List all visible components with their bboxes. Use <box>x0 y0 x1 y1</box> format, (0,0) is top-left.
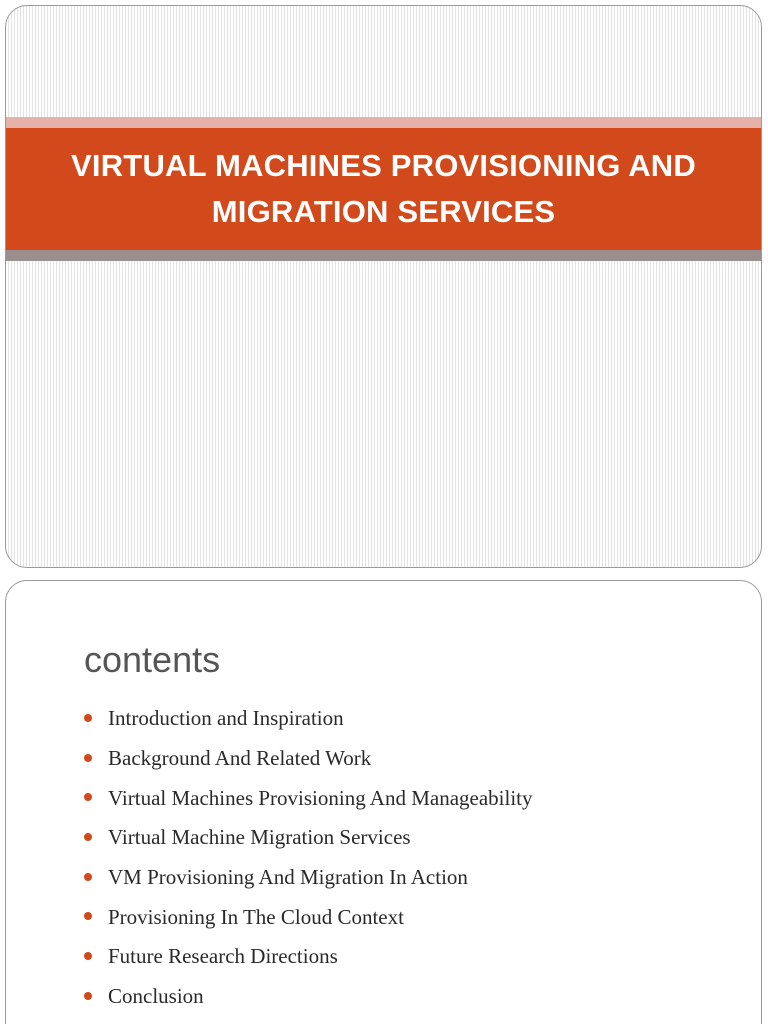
list-item-label: Conclusion <box>108 984 204 1009</box>
list-item <box>84 897 533 937</box>
bullet-icon <box>84 873 92 881</box>
list-item <box>84 778 533 818</box>
list-item <box>84 937 533 977</box>
bullet-icon <box>84 793 92 801</box>
list-item <box>84 977 533 1017</box>
slide-title-line-1: VIRTUAL MACHINES PROVISIONING AND <box>71 148 696 183</box>
list-item <box>84 739 533 779</box>
list-item <box>84 818 533 858</box>
bullet-icon <box>84 992 92 1000</box>
bullet-icon <box>84 754 92 762</box>
list-item-label: Background And Related Work <box>108 746 372 771</box>
list-item-label: Introduction and Inspiration <box>108 706 344 731</box>
title-band-accent-bottom <box>6 250 761 261</box>
slide-title-line-2: MIGRATION SERVICES <box>211 194 556 229</box>
slide-title <box>51 143 716 235</box>
title-band-accent-top <box>6 117 761 128</box>
list-item-label: Provisioning In The Cloud Context <box>108 904 404 929</box>
list-item-label: VM Provisioning And Migration In Action <box>108 865 468 890</box>
contents-list <box>84 699 533 1017</box>
list-item <box>84 858 533 898</box>
contents-heading: contents <box>84 639 221 680</box>
bullet-icon <box>84 912 92 920</box>
title-slide <box>5 5 762 568</box>
list-item-label: Future Research Directions <box>108 944 338 969</box>
contents-slide <box>5 580 762 1024</box>
bullet-icon <box>84 833 92 841</box>
bullet-icon <box>84 952 92 960</box>
list-item-label: Virtual Machines Provisioning And Manageability <box>108 785 533 810</box>
bullet-icon <box>84 714 92 722</box>
list-item-label: Virtual Machine Migration Services <box>108 825 411 850</box>
title-band <box>6 128 761 250</box>
list-item <box>84 699 533 739</box>
